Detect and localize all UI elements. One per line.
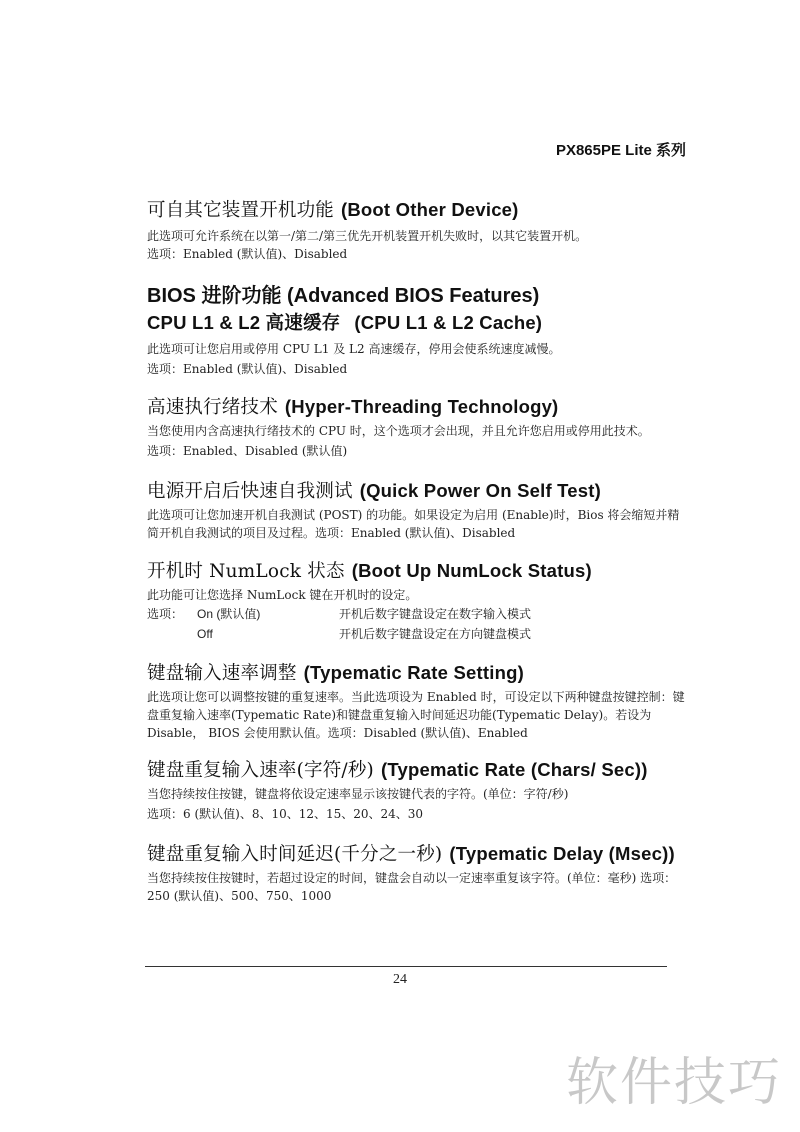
title-en: (CPU L1 & L2 Cache)	[354, 312, 543, 333]
section-options: 选项：Enabled (默认值)、Disabled	[147, 362, 348, 376]
title-en: (Typematic Rate Setting)	[303, 662, 524, 683]
section-description: 当您使用内含高速执行绪技术的 CPU 时，这个选项才会出现，并且允许您启用或停用此技术。	[147, 424, 650, 438]
section-typematic-setting	[147, 661, 687, 742]
options-label: 选项：	[147, 607, 184, 621]
title-en: (Boot Other Device)	[341, 199, 519, 220]
option-text: 开机后数字键盘设定在方向键盘模式	[339, 627, 532, 641]
section-description: 当您持续按住按键，键盘将依设定速率显示该按键代表的字符。(单位：字符/秒)	[147, 787, 569, 801]
chapter-heading	[147, 282, 687, 309]
section-title	[147, 559, 687, 584]
section-boot-other-device	[147, 198, 687, 263]
section-title	[147, 311, 687, 336]
footer-divider	[145, 966, 667, 967]
section-cpu-cache	[147, 311, 687, 378]
option-value: On (默认值)	[197, 607, 261, 621]
chapter-title-text: BIOS 进阶功能 (Advanced BIOS Features)	[147, 285, 540, 307]
section-typematic-rate	[147, 758, 687, 823]
title-zh: 键盘输入速率调整	[147, 663, 297, 684]
section-title	[147, 198, 687, 223]
title-en: (Typematic Delay (Msec))	[449, 843, 675, 864]
chapter-title	[147, 282, 687, 309]
section-description: 此选项可让您加速开机自我测试 (POST) 的功能。如果设定为启用 (Enable)时，Bios 将会缩短并精简开机自我测试的项目及过程。选项：Enabled (默认值)、Disabled	[147, 508, 680, 540]
section-options: 选项：Enabled (默认值)、Disabled	[147, 247, 348, 261]
option-value: Off	[197, 627, 213, 641]
section-options: 选项：Enabled、Disabled (默认值)	[147, 444, 348, 458]
section-description: 此选项可允许系统在以第一/第二/第三优先开机装置开机失败时，以其它装置开机。	[147, 229, 588, 243]
section-title	[147, 661, 687, 686]
section-title	[147, 395, 687, 420]
section-hyper-threading	[147, 395, 687, 460]
section-description: 此选项让您可以调整按键的重复速率。当此选项设为 Enabled 时，可设定以下两种键盘按键控制：键盘重复输入速率(Typematic Rate)和键盘重复输入时间延迟功能(Typematic Delay)。若设为 Disable， BIOS 会使用默认值。选项：Disabled (默认值)、Enabled	[147, 690, 685, 740]
section-description: 此功能可让您选择 NumLock 键在开机时的设定。	[147, 588, 418, 602]
option-text: 开机后数字键盘设定在数字输入模式	[339, 607, 532, 621]
title-zh: 开机时 NumLock 状态	[147, 561, 345, 582]
title-en: (Quick Power On Self Test)	[359, 480, 601, 501]
title-zh: 键盘重复输入时间延迟(千分之一秒)	[147, 844, 443, 865]
section-title	[147, 842, 687, 867]
section-title	[147, 479, 687, 504]
section-quick-post	[147, 479, 687, 542]
section-options: 选项：6 (默认值)、8、10、12、15、20、24、30	[147, 807, 424, 821]
watermark-text: 软件技巧	[566, 1053, 783, 1113]
table-row	[147, 604, 687, 624]
title-zh: 高速执行绪技术	[147, 397, 278, 418]
page-number: 24	[393, 972, 407, 987]
title-zh: CPU L1 & L2 高速缓存	[147, 312, 341, 333]
title-en: (Hyper-Threading Technology)	[284, 396, 559, 417]
section-title	[147, 758, 687, 783]
page-header-model: PX865PE Lite 系列	[555, 142, 686, 159]
numlock-options-table	[147, 604, 687, 644]
title-zh: 键盘重复输入速率(字符/秒)	[147, 760, 374, 781]
title-en: (Boot Up NumLock Status)	[351, 560, 592, 581]
section-typematic-delay	[147, 842, 687, 905]
title-zh: 可自其它装置开机功能	[147, 200, 335, 221]
title-zh: 电源开启后快速自我测试	[147, 481, 353, 502]
table-row	[147, 624, 687, 644]
title-en: (Typematic Rate (Chars/ Sec))	[380, 759, 648, 780]
section-numlock	[147, 559, 687, 644]
section-description: 此选项可让您启用或停用 CPU L1 及 L2 高速缓存，停用会使系统速度减慢。	[147, 342, 561, 356]
section-description: 当您持续按住按键时，若超过设定的时间，键盘会自动以一定速率重复该字符。(单位：毫秒) 选项：250 (默认值)、500、750、1000	[147, 871, 677, 903]
